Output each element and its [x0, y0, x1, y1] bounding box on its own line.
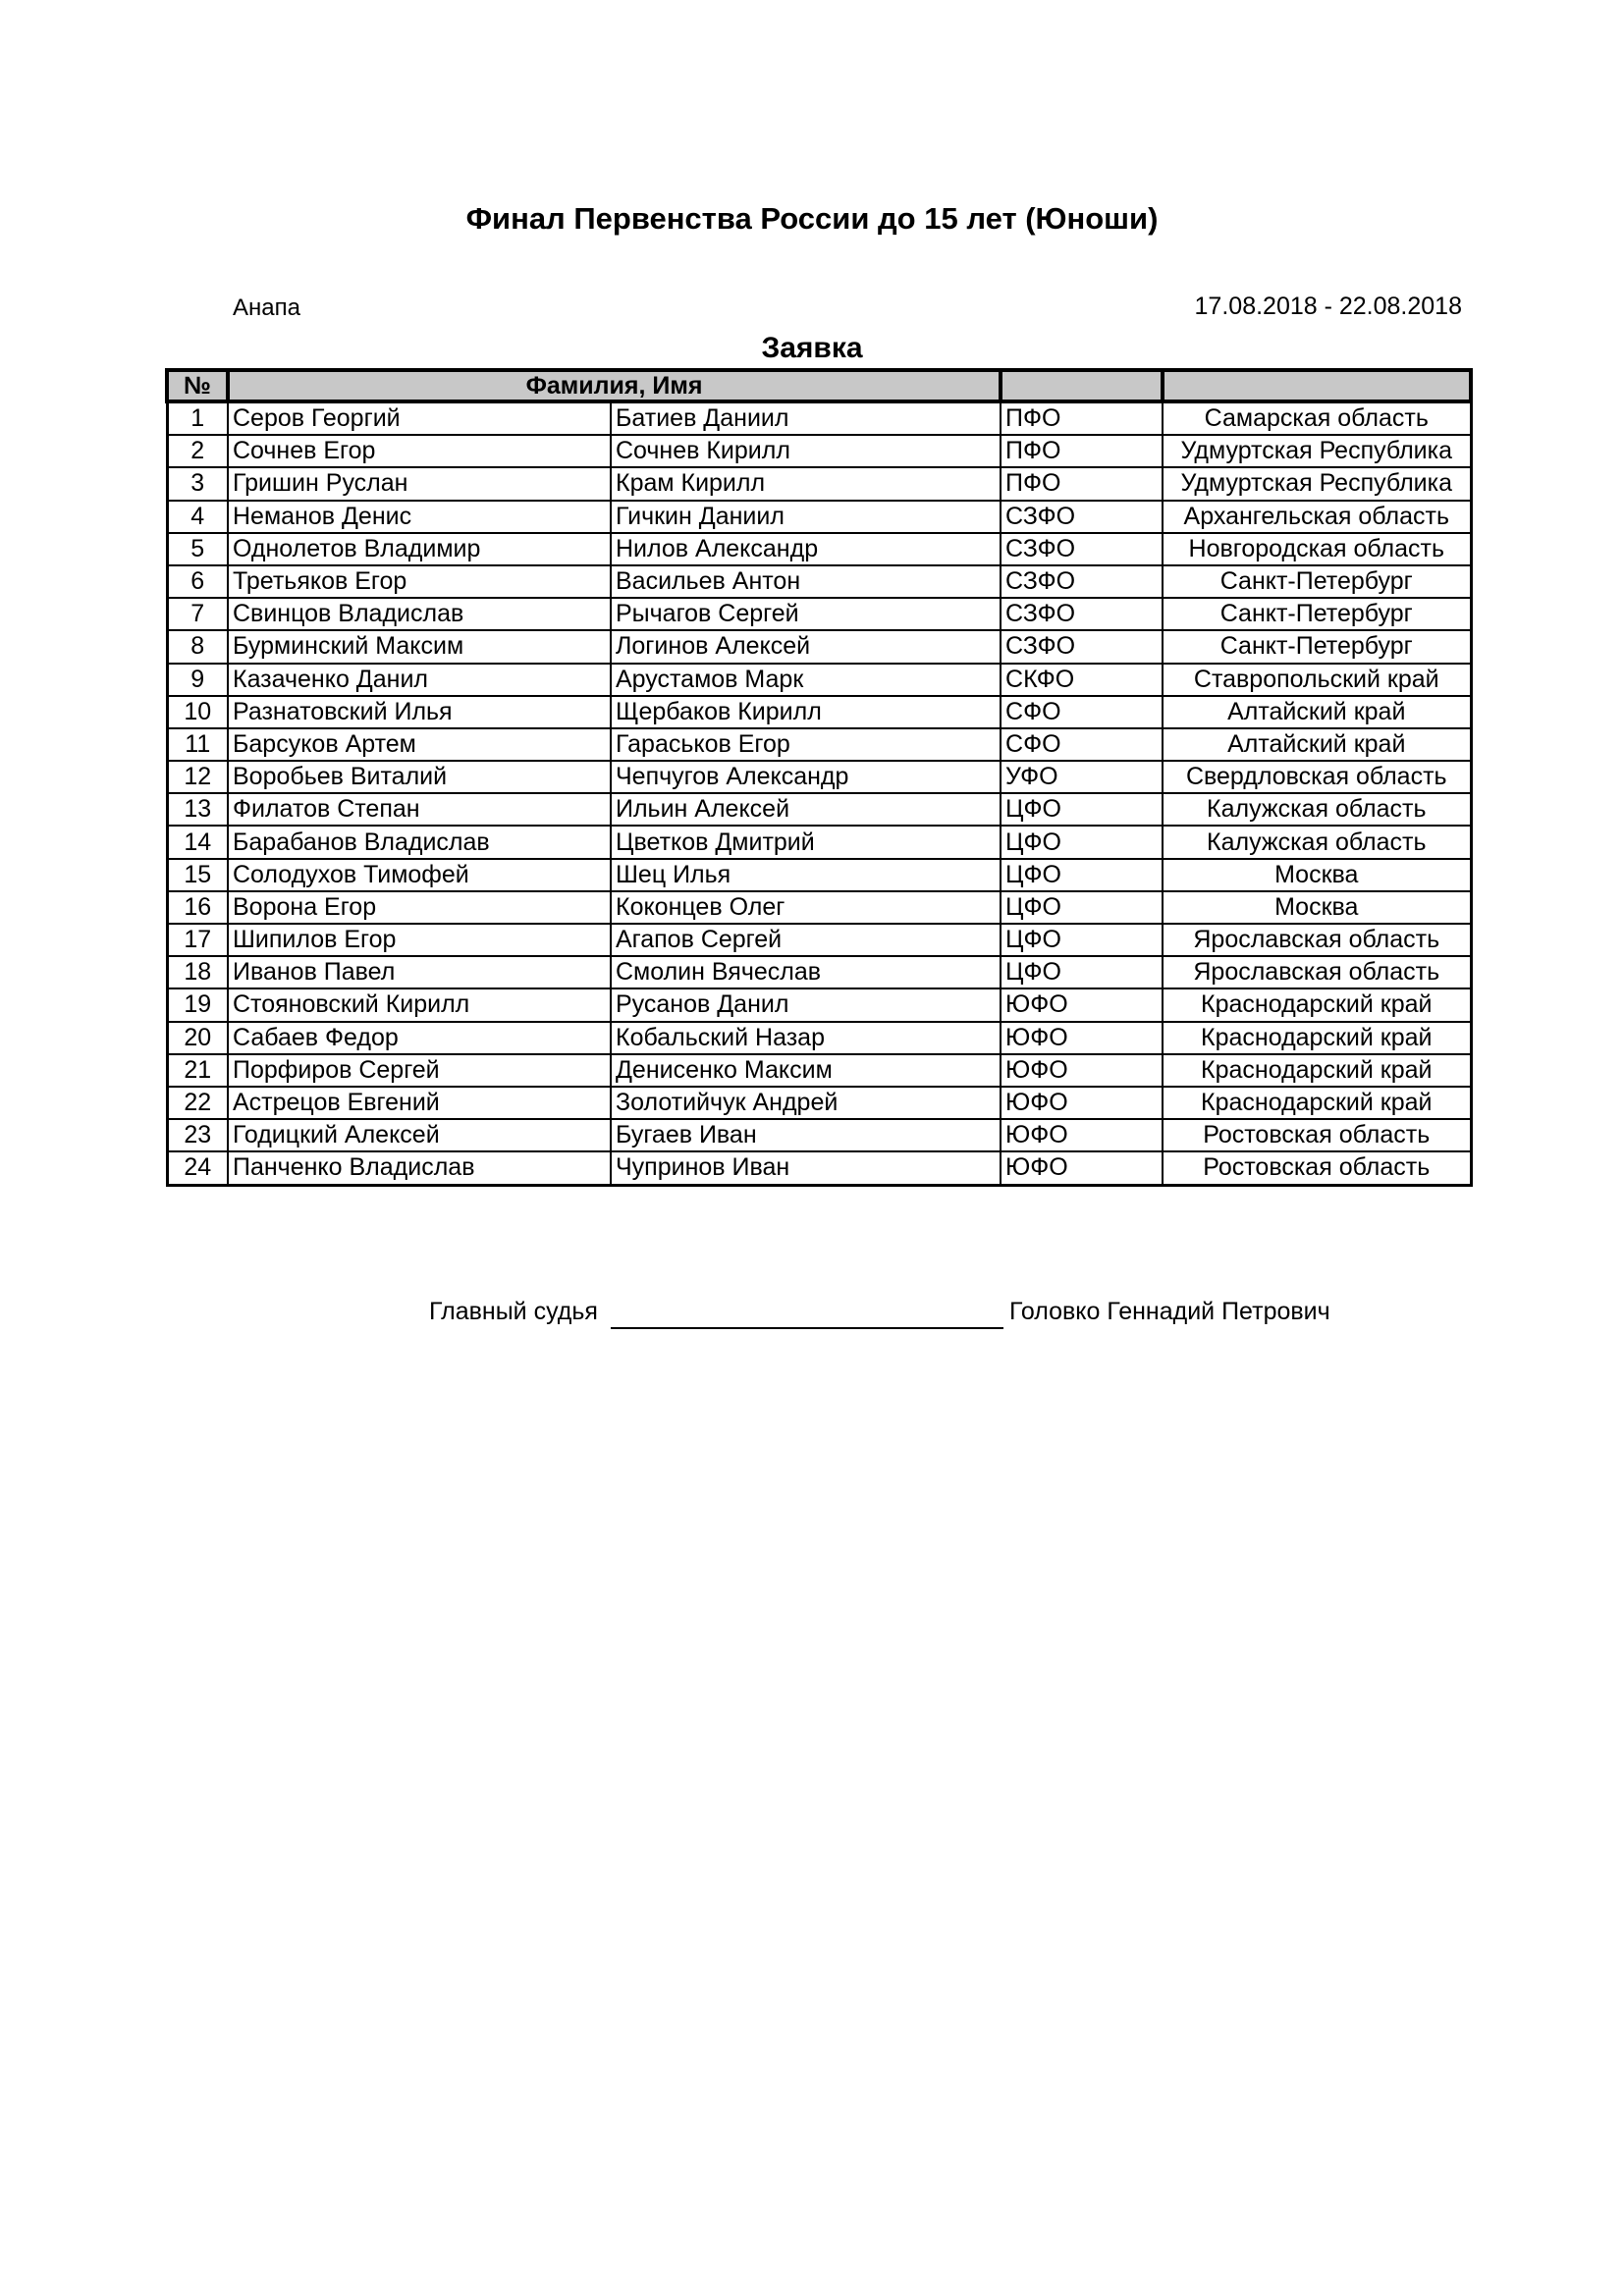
cell-player-1: Бурминский Максим [228, 630, 611, 663]
cell-district: СФО [1001, 728, 1163, 761]
cell-player-2: Цветков Дмитрий [611, 826, 1001, 858]
table-row [167, 1022, 1471, 1054]
column-header-district [1001, 370, 1163, 401]
table-row [167, 696, 1471, 728]
cell-player-1: Третьяков Егор [228, 565, 611, 598]
cell-number: 12 [167, 761, 228, 793]
table-row [167, 467, 1471, 500]
table-row [167, 891, 1471, 924]
cell-district: ЮФО [1001, 1119, 1163, 1151]
city-label: Анапа [233, 294, 300, 321]
cell-player-1: Свинцов Владислав [228, 598, 611, 630]
cell-region: Новгородская область [1163, 533, 1471, 565]
cell-region: Ростовская область [1163, 1119, 1471, 1151]
cell-player-1: Годицкий Алексей [228, 1119, 611, 1151]
cell-region: Ростовская область [1163, 1151, 1471, 1185]
cell-player-2: Гичкин Даниил [611, 501, 1001, 533]
cell-number: 17 [167, 924, 228, 956]
table-row [167, 859, 1471, 891]
roster-table [165, 368, 1473, 1187]
column-header-names: Фамилия, Имя [228, 370, 1001, 401]
cell-number: 18 [167, 956, 228, 988]
cell-player-2: Русанов Данил [611, 988, 1001, 1021]
cell-district: ЦФО [1001, 924, 1163, 956]
table-row [167, 598, 1471, 630]
cell-player-2: Нилов Александр [611, 533, 1001, 565]
cell-player-1: Филатов Степан [228, 793, 611, 826]
table-row [167, 826, 1471, 858]
table-row [167, 501, 1471, 533]
event-dates: 17.08.2018 - 22.08.2018 [1194, 293, 1462, 320]
cell-player-1: Разнатовский Илья [228, 696, 611, 728]
cell-player-2: Арустамов Марк [611, 664, 1001, 696]
document-subtitle: Заявка [761, 332, 863, 364]
cell-player-2: Чепчугов Александр [611, 761, 1001, 793]
cell-player-2: Сочнев Кирилл [611, 435, 1001, 467]
cell-region: Краснодарский край [1163, 1054, 1471, 1087]
cell-player-2: Щербаков Кирилл [611, 696, 1001, 728]
cell-region: Краснодарский край [1163, 988, 1471, 1021]
cell-player-2: Коконцев Олег [611, 891, 1001, 924]
cell-district: ЮФО [1001, 1087, 1163, 1119]
cell-number: 6 [167, 565, 228, 598]
cell-player-1: Серов Георгий [228, 401, 611, 435]
cell-district: ПФО [1001, 401, 1163, 435]
cell-district: СКФО [1001, 664, 1163, 696]
judge-label: Главный судья [429, 1298, 598, 1325]
table-row [167, 435, 1471, 467]
column-header-region [1163, 370, 1471, 401]
table-row [167, 401, 1471, 435]
cell-player-1: Однолетов Владимир [228, 533, 611, 565]
cell-number: 7 [167, 598, 228, 630]
cell-district: ЦФО [1001, 793, 1163, 826]
cell-player-1: Сабаев Федор [228, 1022, 611, 1054]
cell-player-2: Денисенко Максим [611, 1054, 1001, 1087]
cell-number: 15 [167, 859, 228, 891]
cell-player-1: Гришин Руслан [228, 467, 611, 500]
cell-district: ЦФО [1001, 956, 1163, 988]
cell-player-1: Неманов Денис [228, 501, 611, 533]
table-row [167, 924, 1471, 956]
cell-number: 1 [167, 401, 228, 435]
signature-line [611, 1327, 1003, 1329]
cell-region: Архангельская область [1163, 501, 1471, 533]
table-row [167, 1119, 1471, 1151]
cell-number: 20 [167, 1022, 228, 1054]
cell-number: 16 [167, 891, 228, 924]
document-title: Финал Первенства России до 15 лет (Юноши) [465, 201, 1159, 236]
table-header-row [167, 370, 1471, 401]
cell-player-1: Барабанов Владислав [228, 826, 611, 858]
table-row [167, 793, 1471, 826]
cell-number: 21 [167, 1054, 228, 1087]
cell-district: ЮФО [1001, 1054, 1163, 1087]
cell-number: 4 [167, 501, 228, 533]
cell-player-2: Батиев Даниил [611, 401, 1001, 435]
cell-player-2: Кобальский Назар [611, 1022, 1001, 1054]
cell-player-1: Сочнев Егор [228, 435, 611, 467]
cell-district: СФО [1001, 696, 1163, 728]
cell-region: Санкт-Петербург [1163, 598, 1471, 630]
cell-region: Москва [1163, 859, 1471, 891]
cell-player-1: Ворона Егор [228, 891, 611, 924]
cell-district: ЮФО [1001, 988, 1163, 1021]
cell-player-1: Астрецов Евгений [228, 1087, 611, 1119]
cell-region: Алтайский край [1163, 728, 1471, 761]
cell-number: 2 [167, 435, 228, 467]
cell-player-1: Стояновский Кирилл [228, 988, 611, 1021]
cell-district: ПФО [1001, 435, 1163, 467]
table-row [167, 1054, 1471, 1087]
cell-player-1: Воробьев Виталий [228, 761, 611, 793]
cell-player-2: Рычагов Сергей [611, 598, 1001, 630]
cell-player-1: Порфиров Сергей [228, 1054, 611, 1087]
column-header-number: № [167, 370, 228, 401]
cell-player-2: Смолин Вячеслав [611, 956, 1001, 988]
cell-number: 13 [167, 793, 228, 826]
cell-player-1: Барсуков Артем [228, 728, 611, 761]
cell-number: 24 [167, 1151, 228, 1185]
cell-player-2: Агапов Сергей [611, 924, 1001, 956]
cell-number: 22 [167, 1087, 228, 1119]
cell-player-2: Чупринов Иван [611, 1151, 1001, 1185]
cell-region: Алтайский край [1163, 696, 1471, 728]
cell-number: 14 [167, 826, 228, 858]
cell-district: СЗФО [1001, 533, 1163, 565]
cell-player-2: Шец Илья [611, 859, 1001, 891]
cell-region: Удмуртская Республика [1163, 467, 1471, 500]
cell-district: ЦФО [1001, 826, 1163, 858]
cell-player-2: Ильин Алексей [611, 793, 1001, 826]
cell-region: Краснодарский край [1163, 1087, 1471, 1119]
judge-name: Головко Геннадий Петрович [1009, 1298, 1330, 1325]
table-row [167, 728, 1471, 761]
cell-player-2: Золотийчук Андрей [611, 1087, 1001, 1119]
cell-number: 10 [167, 696, 228, 728]
table-row [167, 1087, 1471, 1119]
table-row [167, 533, 1471, 565]
cell-region: Ставропольский край [1163, 664, 1471, 696]
cell-number: 9 [167, 664, 228, 696]
table-row [167, 1151, 1471, 1185]
cell-player-2: Логинов Алексей [611, 630, 1001, 663]
cell-player-2: Гараськов Егор [611, 728, 1001, 761]
cell-region: Краснодарский край [1163, 1022, 1471, 1054]
cell-player-1: Иванов Павел [228, 956, 611, 988]
cell-region: Калужская область [1163, 826, 1471, 858]
cell-district: ЦФО [1001, 891, 1163, 924]
cell-region: Самарская область [1163, 401, 1471, 435]
table-row [167, 761, 1471, 793]
cell-district: ПФО [1001, 467, 1163, 500]
cell-player-1: Солодухов Тимофей [228, 859, 611, 891]
table-row [167, 630, 1471, 663]
cell-player-2: Васильев Антон [611, 565, 1001, 598]
table-row [167, 956, 1471, 988]
cell-player-1: Панченко Владислав [228, 1151, 611, 1185]
cell-district: СЗФО [1001, 630, 1163, 663]
cell-number: 8 [167, 630, 228, 663]
cell-region: Ярославская область [1163, 924, 1471, 956]
cell-district: СЗФО [1001, 598, 1163, 630]
cell-district: УФО [1001, 761, 1163, 793]
cell-number: 11 [167, 728, 228, 761]
cell-number: 19 [167, 988, 228, 1021]
cell-region: Свердловская область [1163, 761, 1471, 793]
table-row [167, 565, 1471, 598]
table-row [167, 988, 1471, 1021]
cell-player-2: Крам Кирилл [611, 467, 1001, 500]
roster-body [167, 401, 1471, 1185]
cell-number: 3 [167, 467, 228, 500]
cell-region: Санкт-Петербург [1163, 630, 1471, 663]
cell-district: ЮФО [1001, 1151, 1163, 1185]
cell-region: Калужская область [1163, 793, 1471, 826]
cell-number: 23 [167, 1119, 228, 1151]
cell-district: СЗФО [1001, 565, 1163, 598]
cell-player-1: Шипилов Егор [228, 924, 611, 956]
cell-region: Удмуртская Республика [1163, 435, 1471, 467]
cell-player-2: Бугаев Иван [611, 1119, 1001, 1151]
cell-district: ЦФО [1001, 859, 1163, 891]
cell-number: 5 [167, 533, 228, 565]
table-row [167, 664, 1471, 696]
cell-district: ЮФО [1001, 1022, 1163, 1054]
cell-region: Ярославская область [1163, 956, 1471, 988]
cell-region: Санкт-Петербург [1163, 565, 1471, 598]
cell-region: Москва [1163, 891, 1471, 924]
cell-player-1: Казаченко Данил [228, 664, 611, 696]
cell-district: СЗФО [1001, 501, 1163, 533]
